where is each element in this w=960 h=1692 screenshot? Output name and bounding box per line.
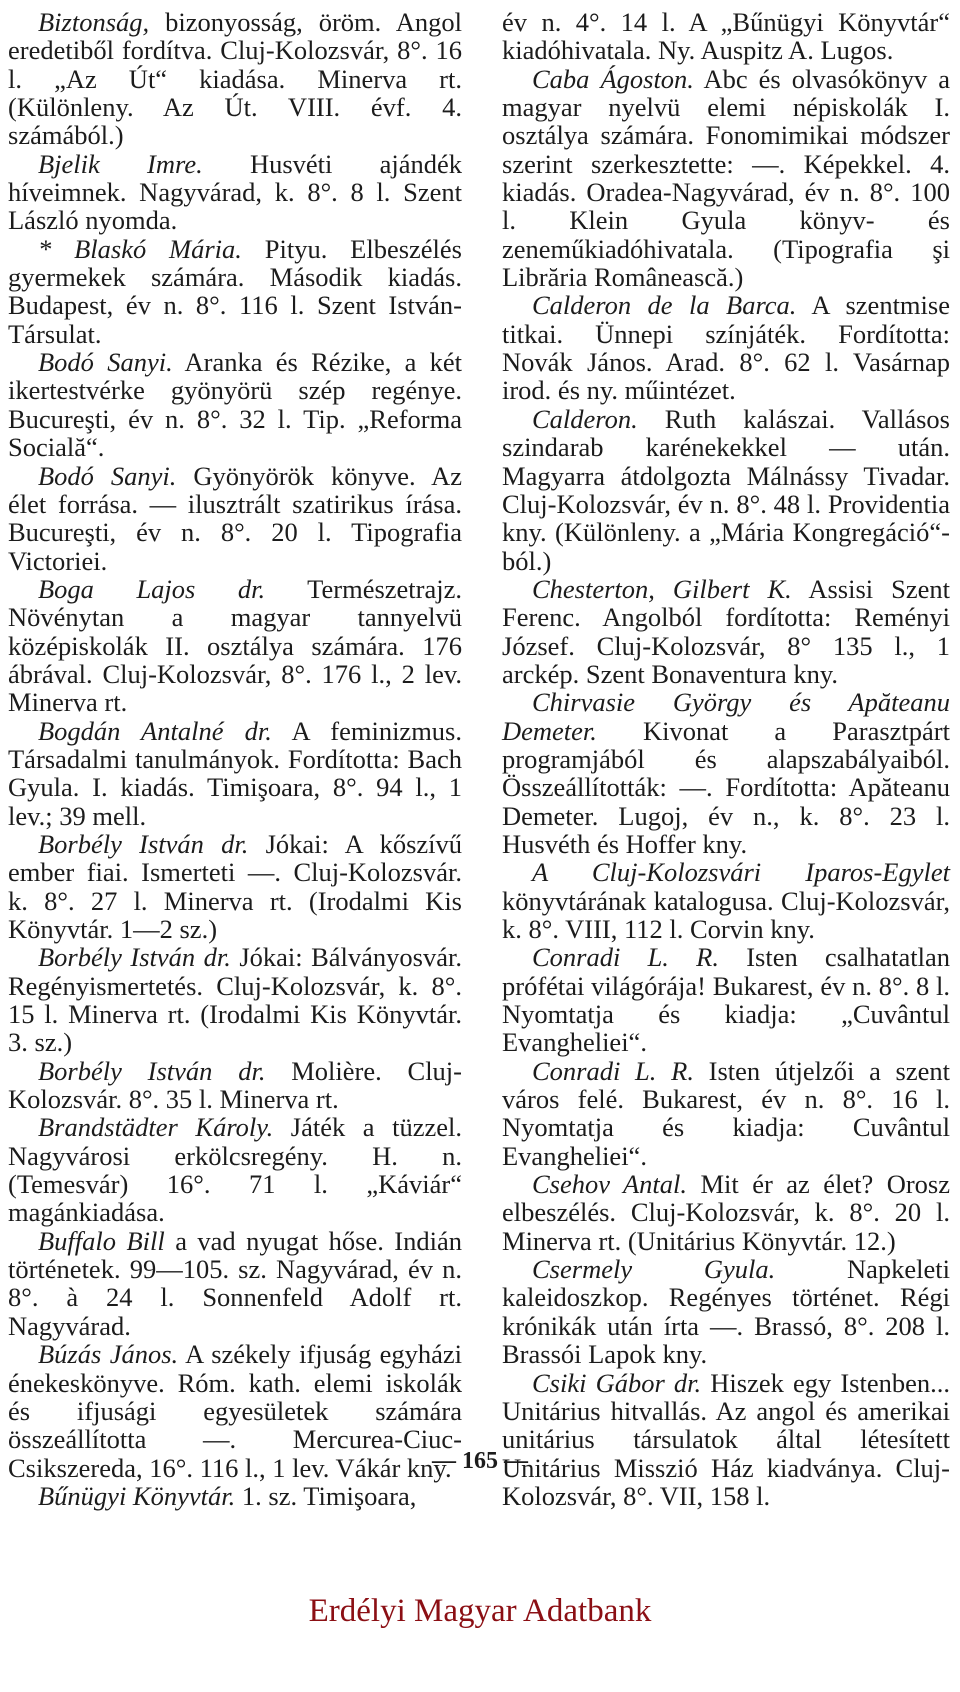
bibliography-entry bbox=[502, 8, 950, 65]
entry-text: A székely ifjuság egyházi énekeskönyve. Róm. kath. elemi iskolák és ifjusági egyesületek számára összeállította —. Mercurea-Ciuc-Csikszereda, 16°. 116 l., 1 lev. Vákár kny. bbox=[8, 1339, 462, 1483]
entry-author: Bodó Sanyi. bbox=[38, 460, 177, 491]
entry-text: Kivonat a Parasztpárt programjából és alapszabályaiból. Összeállították: —. Fordította: Apăteanu Demeter. Lugoj, év n., k. 8°. 23 l. Husvéth és Hoffer kny. bbox=[502, 715, 950, 859]
bibliography-entry bbox=[8, 830, 462, 943]
entry-text: Ruth kalászai. Vallásos szindarab karénekekkel — után. Magyarra átdolgozta Málnássy Tivadar. Cluj-Kolozsvár, év n. 8°. 48 l. Providentia kny. (Különleny. a „Mária Kongregáció“-ból.) bbox=[502, 403, 950, 576]
entry-author: Bodó Sanyi. bbox=[38, 347, 173, 378]
left-column bbox=[8, 8, 462, 1510]
entry-author: Bűnügyi Könyvtár. bbox=[38, 1480, 236, 1511]
entry-text: Hiszek egy Istenben... Unitárius hitvallás. Az angol és amerikai unitárius társulatok által létesített Unitárius Misszió Ház kiadványa. Cluj-Kolozsvár, 8°. VII, 158 l. bbox=[502, 1367, 951, 1511]
entry-author: Borbély István dr. bbox=[38, 942, 231, 973]
entry-text: Aranka és Rézike, a két ikertestvérke gyönyörü szép regénye. Bucureşti, év n. 8°. 32 l. Tip. „Reforma Socială“. bbox=[8, 347, 463, 463]
entry-author: Csiki Gábor dr. bbox=[532, 1367, 702, 1398]
entry-text: bizonyosság, öröm. Angol eredetiből fordítva. Cluj-Kolozsvár, 8°. 16 l. „Az Út“ kiadása. Minerva rt. (Különleny. Az Út. VIII. évf. 4. számából.) bbox=[8, 7, 462, 151]
entry-author: * Blaskó Mária. bbox=[38, 233, 242, 264]
bibliography-entry bbox=[502, 405, 950, 575]
entry-text: Gyönyörök könyve. Az élet forrása. — ilusztrált szatirikus írása. Bucureşti, év n. 8°. 20 l. Tipografia Victoriei. bbox=[8, 460, 463, 576]
entry-text: Assisi Szent Ferenc. Angolból fordította: Reményi József. Cluj-Kolozsvár, 8° 135 l., 1 arckép. Szent Bonaventura kny. bbox=[502, 573, 950, 689]
entry-author: Csehov Antal. bbox=[532, 1169, 688, 1200]
entry-text: könyvtárának katalogusa. Cluj-Kolozsvár, k. 8°. VIII, 112 l. Corvin kny. bbox=[502, 885, 950, 944]
bibliography-entry bbox=[8, 1227, 462, 1340]
entry-author: Brandstädter Károly. bbox=[38, 1112, 274, 1143]
entry-text: Isten útjelzői a szent város felé. Bukarest, év n. 8°. 16 l. Nyomtatja és kiadja: Cuvântul Evangheliei“. bbox=[502, 1055, 951, 1171]
entry-author: Conradi L. R. bbox=[532, 942, 719, 973]
bibliography-entry bbox=[8, 462, 462, 575]
bibliography-entry bbox=[8, 8, 462, 150]
bibliography-entry bbox=[502, 1057, 950, 1170]
entry-author: Chesterton, Gilbert K. bbox=[532, 573, 792, 604]
entry-text: Jókai: A kőszívű ember fiai. Ismerteti —. Cluj-Kolozsvár. k. 8°. 27 l. Minerva rt. (Irodalmi Kis Könyvtár. 1—2 sz.) bbox=[8, 828, 463, 944]
entry-author: Borbély István dr. bbox=[38, 1055, 266, 1086]
entry-text: Játék a tüzzel. Nagyvárosi erkölcsregény. H. n. (Temesvár) 16°. 71 l. „Káviár“ magánkiadása. bbox=[8, 1112, 462, 1228]
entry-text: Isten csalhatatlan prófétai világórája! Bukarest, év n. 8°. 8 l. Nyomtatja és kiadja: „Cuvântul Evangheliei“. bbox=[502, 942, 950, 1058]
entry-text: Napkeleti kaleidoszkop. Regényes történet. Régi krónikák után írta —. Brassó, 8°. 208 l. Brassói Lapok kny. bbox=[502, 1254, 950, 1370]
entry-text: Molière. Cluj-Kolozsvár. 8°. 35 l. Minerva rt. bbox=[8, 1055, 462, 1115]
entry-text: Természetrajz. Növénytan a magyar tannyelvü középiskolák II. osztálya számára. 176 ábrával. Cluj-Kolozsvár, 8°. 176 l., 2 lev. Minerva rt. bbox=[8, 573, 462, 718]
entry-text: a vad nyugat hőse. Indián történetek. 99—105. sz. Nagyvárad, év n. 8°. à 24 l. Sonnenfeld Adolf rt. Nagyvárad. bbox=[8, 1225, 462, 1341]
bibliography-entry bbox=[502, 1369, 950, 1511]
entry-author: Búzás János. bbox=[38, 1339, 179, 1370]
entry-author: Csermely Gyula. bbox=[532, 1254, 776, 1285]
bibliography-entry bbox=[502, 858, 950, 943]
bibliography-entry bbox=[502, 688, 950, 858]
bibliography-entry bbox=[502, 291, 950, 404]
entry-author: Bogdán Antalné dr. bbox=[38, 715, 272, 746]
bibliography-entry bbox=[8, 348, 462, 461]
bibliography-entry bbox=[8, 575, 462, 717]
entry-author: Borbély István dr. bbox=[38, 828, 249, 859]
bibliography-entry bbox=[502, 65, 950, 292]
source-footer: Erdélyi Magyar Adatbank bbox=[308, 1593, 652, 1629]
right-column bbox=[502, 8, 950, 1510]
entry-text: év n. 4°. 14 l. A „Bűnügyi Könyvtár“ kiadóhivatala. Ny. Auspitz A. Lugos. bbox=[502, 7, 950, 66]
entry-text: 1. sz. Timişoara, bbox=[241, 1480, 417, 1511]
entry-text: Mit ér az élet? Orosz elbeszélés. Cluj-Kolozsvár, k. 8°. 20 l. Minerva rt. (Unitárius Könyvtár. 12.) bbox=[502, 1169, 950, 1256]
page-number: — 165 — bbox=[432, 1448, 528, 1474]
entry-author: Conradi L. R. bbox=[532, 1055, 694, 1086]
entry-text: Pityu. Elbeszélés gyermekek számára. Második kiadás. Budapest, év n. 8°. 116 l. Szent István-Társulat. bbox=[8, 233, 462, 349]
entry-author: Calderon. bbox=[532, 403, 638, 434]
entry-author: Caba Ágoston. bbox=[532, 63, 694, 94]
entry-text: Abc és olvasókönyv a magyar nyelvü elemi népiskolák I. osztálya számára. Fonomimikai módszer szerint szerkesztette: —. Képekkel. 4. kiadás. Oradea-Nagyvárad, év n. 8°. 100 l. Klein Gyula könyv- és zeneműkiadóhivatala. (Tipografia şi Librăria Românească.) bbox=[502, 63, 950, 293]
bibliography-entry bbox=[502, 1170, 950, 1255]
entry-text: Jókai: Bálványosvár. Regényismertetés. Cluj-Kolozsvár, k. 8°. 15 l. Minerva rt. (Irodalmi Kis Könyvtár. 3. sz.) bbox=[8, 942, 462, 1058]
bibliography-entry bbox=[8, 717, 462, 830]
bibliography-entry bbox=[8, 150, 462, 235]
entry-text: Husvéti ajándék híveimnek. Nagyvárad, k. 8°. 8 l. Szent László nyomda. bbox=[8, 148, 462, 236]
bibliography-entry bbox=[8, 1482, 462, 1510]
entry-author: Boga Lajos dr. bbox=[38, 573, 266, 604]
bibliography-entry bbox=[8, 943, 462, 1056]
bibliography-entry bbox=[502, 1255, 950, 1368]
entry-text: A feminizmus. Társadalmi tanulmányok. Fordította: Bach Gyula. I. kiadás. Timişoara, 8°. 94 l., 1 lev.; 39 mell. bbox=[8, 715, 462, 831]
bibliography-entry bbox=[502, 943, 950, 1056]
entry-author: Buffalo Bill bbox=[38, 1225, 165, 1256]
entry-author: Chirvasie György és Apăteanu Demeter. bbox=[502, 687, 950, 746]
entry-author: A Cluj-Kolozsvári Iparos-Egylet bbox=[532, 857, 950, 888]
entry-author: Biztonság, bbox=[38, 7, 150, 37]
entry-author: Bjelik Imre. bbox=[38, 148, 203, 179]
entry-author: Calderon de la Barca. bbox=[532, 290, 797, 321]
bibliography-entry bbox=[502, 575, 950, 688]
entry-text: A szentmise titkai. Ünnepi színjáték. Fordította: Novák János. Arad. 8°. 62 l. Vasárnap irod. és ny. műintézet. bbox=[502, 290, 950, 406]
bibliography-entry bbox=[8, 1057, 462, 1114]
bibliography-entry bbox=[8, 1113, 462, 1226]
bibliography-entry bbox=[8, 235, 462, 348]
